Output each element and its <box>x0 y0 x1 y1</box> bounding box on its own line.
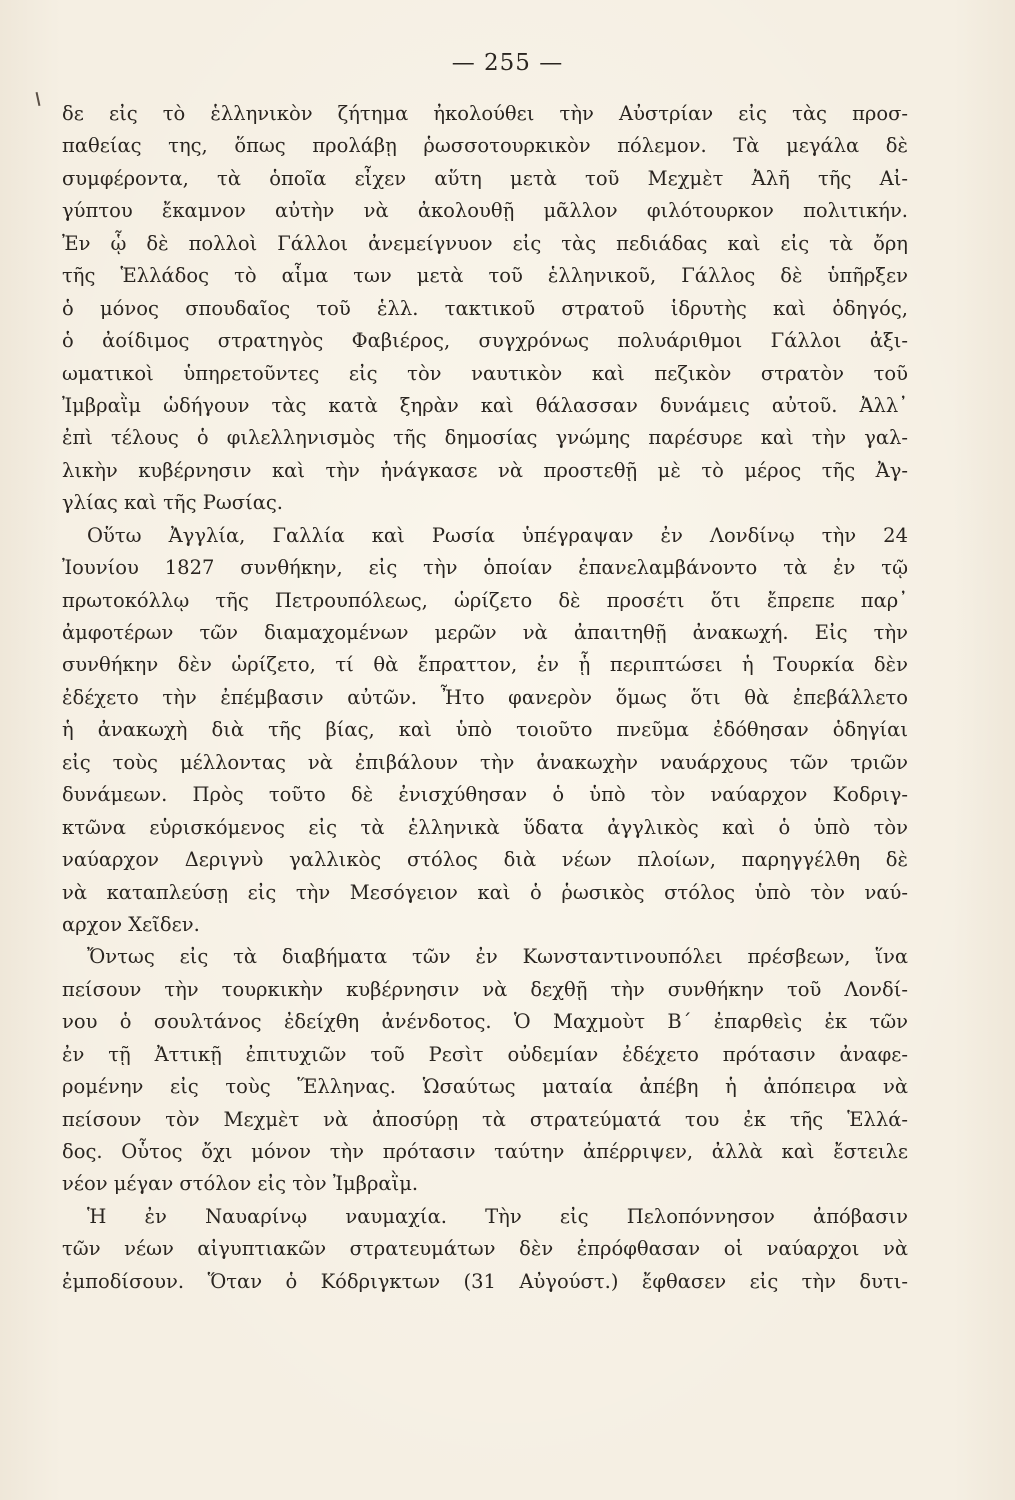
text-line: Ἐν ᾧ δὲ πολλοὶ Γάλλοι ἀνεμείγνυον εἰς τὰς πεδιάδας καὶ εἰς τὰ ὄρη <box>62 231 908 255</box>
text-line: γύπτου ἔκαμνον αὐτὴν νὰ ἀκολουθῇ μᾶλλον φιλότουρκον πολιτικήν. <box>62 199 908 223</box>
text-line: νὰ καταπλεύσῃ εἰς τὴν Μεσόγειον καὶ ὁ ῥωσικὸς στόλος ὑπὸ τὸν ναύ- <box>62 880 908 904</box>
text-line: νου ὁ σουλτάνος ἐδείχθη ἀνένδοτος. Ὁ Μαχμοὺτ Β΄ ἐπαρθεὶς ἐκ τῶν <box>62 1010 908 1034</box>
text-line: συμφέροντα, τὰ ὁποῖα εἶχεν αὕτη μετὰ τοῦ Μεχμὲτ Ἀλῆ τῆς Αἰ- <box>62 166 908 190</box>
text-line: αρχον Χεῖδεν. <box>62 912 200 936</box>
text-line: Ἰουνίου 1827 συνθήκην, εἰς τὴν ὁποίαν ἐπανελαμβάνοντο τὰ ἐν τῷ <box>62 556 908 580</box>
text-line: λικὴν κυβέρνησιν καὶ τὴν ἠνάγκασε νὰ προστεθῇ μὲ τὸ μέρος τῆς Ἀγ- <box>62 458 908 482</box>
text-line: πείσουν τὴν τουρκικὴν κυβέρνησιν νὰ δεχθῇ τὴν συνθήκην τοῦ Λονδί- <box>62 977 908 1001</box>
text-line: Ἰμβραῒμ ὡδήγουν τὰς κατὰ ξηρὰν καὶ θάλασσαν δυνάμεις αὐτοῦ. Ἀλλ᾽ <box>62 393 908 417</box>
text-line: ὁ ἀοίδιμος στρατηγὸς Φαβιέρος, συγχρόνως πολυάριθμοι Γάλλοι ἀξι- <box>62 329 908 353</box>
text-line: ἡ ἀνακωχὴ διὰ τῆς βίας, καὶ ὑπὸ τοιοῦτο πνεῦμα ἐδόθησαν ὁδηγίαι <box>62 718 908 742</box>
text-line: τῆς Ἑλλάδος τὸ αἷμα των μετὰ τοῦ ἑλληνικοῦ, Γάλλος δὲ ὑπῆρξεν <box>62 264 908 288</box>
page-number: — 255 — <box>451 50 564 76</box>
text-line: γλίας καὶ τῆς Ρωσίας. <box>62 491 284 515</box>
text-line: ωματικοὶ ὑπηρετοῦντες εἰς τὸν ναυτικὸν καὶ πεζικὸν στρατὸν τοῦ <box>62 361 908 385</box>
text-line: πρωτοκόλλῳ τῆς Πετρουπόλεως, ὡρίζετο δὲ προσέτι ὅτι ἔπρεπε παρ᾽ <box>62 588 908 612</box>
text-line: Οὕτω Ἀγγλία, Γαλλία καὶ Ρωσία ὑπέγραψαν ἐν Λονδίνῳ τὴν 24 <box>87 523 908 547</box>
text-line: ἐν τῇ Ἀττικῇ ἐπιτυχιῶν τοῦ Ρεσὶτ οὐδεμίαν ἐδέχετο πρότασιν ἀναφε- <box>62 1042 908 1066</box>
text-line: πείσουν τὸν Μεχμὲτ νὰ ἀποσύρῃ τὰ στρατεύματά του ἐκ τῆς Ἑλλά- <box>62 1107 908 1131</box>
text-line: ἐδέχετο τὴν ἐπέμβασιν αὐτῶν. Ἦτο φανερὸν ὅμως ὅτι θὰ ἐπεβάλλετο <box>62 685 908 709</box>
text-line: δυνάμεων. Πρὸς τοῦτο δὲ ἐνισχύθησαν ὁ ὑπὸ τὸν ναύαρχον Κοδριγ- <box>62 783 908 807</box>
text-line: νέον μέγαν στόλον εἰς τὸν Ἰμβραῒμ. <box>62 1172 419 1196</box>
text-line: εἰς τοὺς μέλλοντας νὰ ἐπιβάλουν τὴν ἀνακωχὴν ναυάρχους τῶν τριῶν <box>62 750 908 774</box>
text-line: δε εἰς τὸ ἑλληνικὸν ζήτημα ἠκολούθει τὴν Αὐστρίαν εἰς τὰς προσ- <box>62 102 908 125</box>
text-line: παθείας της, ὅπως προλάβῃ ῥωσσοτουρκικὸν πόλεμον. Τὰ μεγάλα δὲ <box>62 134 908 158</box>
text-line: ναύαρχον Δεριγνὺ γαλλικὸς στόλος διὰ νέων πλοίων, παρηγγέλθη δὲ <box>62 848 908 872</box>
text-line: συνθήκην δὲν ὡρίζετο, τί θὰ ἔπραττον, ἐν ᾗ περιπτώσει ἡ Τουρκία δὲν <box>62 653 908 677</box>
text-line: ὁ μόνος σπουδαῖος τοῦ ἑλλ. τακτικοῦ στρατοῦ ἱδρυτὴς καὶ ὁδηγός, <box>62 296 908 320</box>
text-line: Ἡ ἐν Ναυαρίνῳ ναυμαχία. Τὴν εἰς Πελοπόννησον ἀπόβασιν <box>87 1204 908 1228</box>
text-line: ἀμφοτέρων τῶν διαμαχομένων μερῶν νὰ ἀπαιτηθῇ ἀνακωχή. Εἰς τὴν <box>62 621 908 644</box>
text-line: δος. Οὗτος ὄχι μόνον τὴν πρότασιν ταύτην ἀπέρριψεν, ἀλλὰ καὶ ἔστειλε <box>62 1140 908 1163</box>
text-line: ἐμποδίσουν. Ὅταν ὁ Κόδριγκτων (31 Αὐγούστ.) ἔφθασεν εἰς τὴν δυτι- <box>62 1269 908 1293</box>
body-text <box>62 98 908 1298</box>
text-line: τῶν νέων αἰγυπτιακῶν στρατευμάτων δὲν ἐπρόφθασαν οἱ ναύαρχοι νὰ <box>62 1237 908 1261</box>
text-line: ρομένην εἰς τοὺς Ἕλληνας. Ὡσαύτως ματαία ἀπέβη ἡ ἀπόπειρα νὰ <box>62 1075 908 1099</box>
text-line: ἐπὶ τέλους ὁ φιλελληνισμὸς τῆς δημοσίας γνώμης παρέσυρε καὶ τὴν γαλ- <box>62 426 908 450</box>
text-line: κτῶνα εὑρισκόμενος εἰς τὰ ἑλληνικὰ ὕδατα ἀγγλικὸς καὶ ὁ ὑπὸ τὸν <box>62 815 908 839</box>
margin-pencil-mark <box>36 92 41 106</box>
text-line: Ὄντως εἰς τὰ διαβήματα τῶν ἐν Κωνσταντινουπόλει πρέσβεων, ἵνα <box>87 945 908 969</box>
